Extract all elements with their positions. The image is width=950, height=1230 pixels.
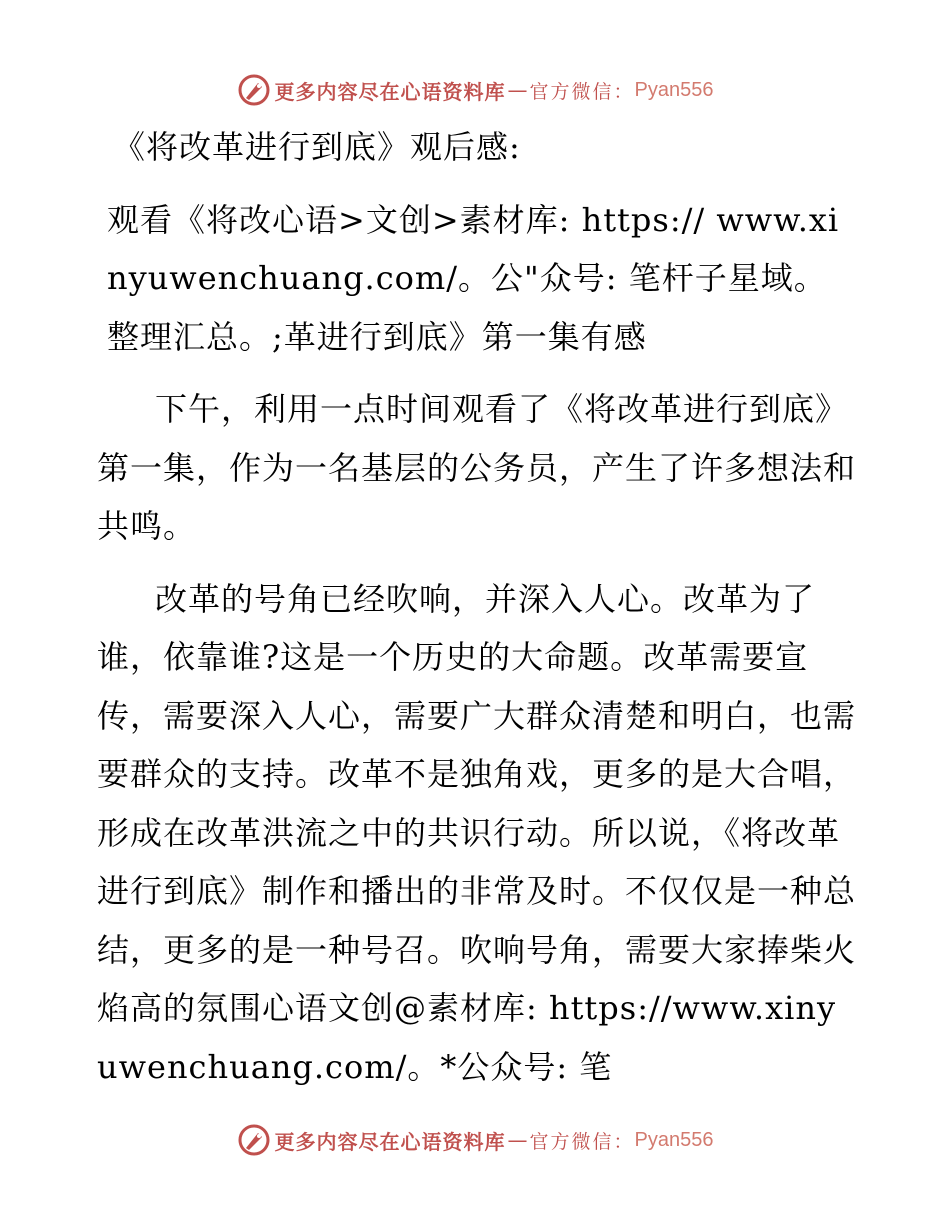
banner-text: 更多内容尽在心语资料库 [274, 1129, 506, 1154]
paragraph-1: 下午，利用一点时间观看了《将改革进行到底》第一集，作为一名基层的公务员，产生了许多想法和共鸣。 [97, 390, 857, 545]
intro-paragraph: 观看《将改心语>文创>素材库: https:// www.xinyuwenchuang.com/。公"众号: 笔杆子星域。整理汇总。;革进行到底》第一集有感 [107, 200, 840, 356]
banner-dash: — [507, 1128, 528, 1152]
banner-official-label: 官方微信： [529, 1130, 635, 1153]
banner-wechat-id: Pyan556 [634, 1128, 714, 1151]
document-title: 《将改革进行到底》观后感: [113, 128, 521, 166]
document-body [97, 118, 857, 1110]
banner-official-label: 官方微信： [529, 80, 635, 103]
footer-banner [0, 1120, 950, 1160]
pen-nib-logo-icon [237, 73, 271, 107]
banner-text: 更多内容尽在心语资料库 [274, 79, 506, 104]
banner-wechat-id: Pyan556 [634, 78, 714, 101]
header-banner [0, 70, 950, 110]
pen-nib-logo-icon [237, 1123, 271, 1157]
paragraph-2: 改革的号角已经吹响，并深入人心。改革为了谁，依靠谁?这是一个历史的大命题。改革需要宣传，需要深入人心，需要广大群众清楚和明白，也需要群众的支持。改革不是独角戏，更多的是大合唱，形成在改革洪流之中的共识行动。所以说，《将改革进行到底》制作和播出的非常及时。不仅仅是一种总结，更多的是一种号召。吹响号角，需要大家捧柴火焰高的氛围心语文创@素材库: https://www.xinyuwenchuang.com/。*公众号: 笔 [97, 579, 857, 1086]
banner-dash: — [507, 78, 528, 102]
